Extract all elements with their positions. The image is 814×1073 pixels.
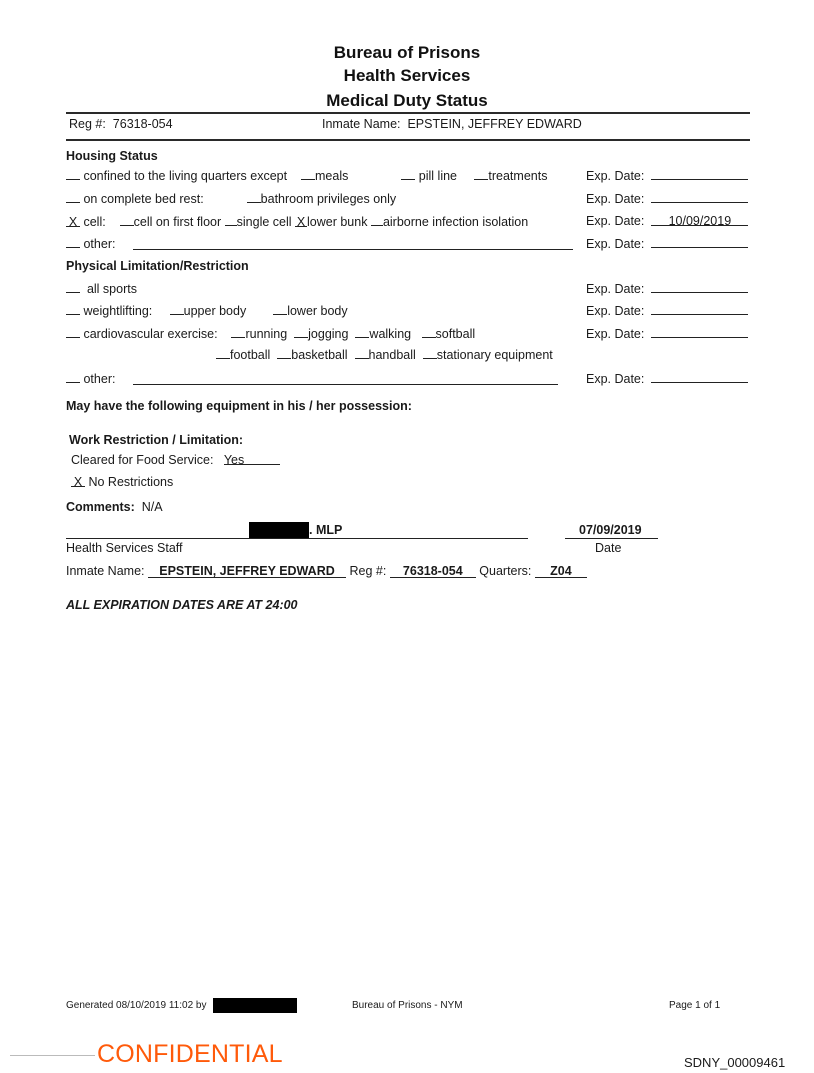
signature-date: 07/09/2019 xyxy=(579,523,642,537)
checkbox-all-sports[interactable] xyxy=(66,281,80,293)
exp-date-label: Exp. Date: xyxy=(586,237,645,251)
exp-date-field[interactable] xyxy=(651,236,748,248)
label-bathroom: bathroom privileges only xyxy=(260,192,397,206)
date-line xyxy=(565,538,658,539)
checkbox-upper-body[interactable] xyxy=(170,303,184,315)
label-lower-body: lower body xyxy=(287,304,348,318)
comments-value: N/A xyxy=(141,500,163,514)
label-bed-rest: on complete bed rest: xyxy=(83,192,204,206)
physical-other-field-line[interactable] xyxy=(133,384,558,385)
label-basketball: basketball xyxy=(291,348,348,362)
page-title: Medical Duty Status xyxy=(326,91,488,110)
food-service-label: Cleared for Food Service: xyxy=(71,453,214,467)
redacted-staff-name xyxy=(249,522,309,538)
checkbox-lower-body[interactable] xyxy=(273,303,287,315)
checkbox-stationary[interactable] xyxy=(423,347,437,359)
checkbox-cardio[interactable] xyxy=(66,326,80,338)
label-confined: confined to the living quarters except xyxy=(83,169,288,183)
physical-row-cardio-cont xyxy=(216,347,553,362)
confidential-stamp: CONFIDENTIAL xyxy=(97,1040,283,1068)
food-service-row xyxy=(71,453,280,467)
exp-date-bed-rest xyxy=(586,191,748,206)
label-running: running xyxy=(245,327,288,341)
label-all-sports: all sports xyxy=(86,282,137,296)
header-bureau: Bureau of Prisons xyxy=(333,43,481,62)
housing-row-confined xyxy=(66,168,547,183)
checkbox-softball[interactable] xyxy=(422,326,436,338)
exp-date-field[interactable] xyxy=(651,303,748,315)
checkbox-running[interactable] xyxy=(231,326,245,338)
reg-number xyxy=(69,117,173,131)
checkbox-weightlifting[interactable] xyxy=(66,303,80,315)
label-first-floor: cell on first floor xyxy=(133,215,222,229)
checkbox-handball[interactable] xyxy=(355,347,369,359)
physical-row-all-sports xyxy=(66,281,137,296)
label-handball: handball xyxy=(368,348,416,362)
exp-date-other xyxy=(586,236,748,251)
checkbox-meals[interactable] xyxy=(301,168,315,180)
footer-center: Bureau of Prisons - NYM xyxy=(352,1000,463,1011)
checkbox-bed-rest[interactable] xyxy=(66,191,80,203)
stamp-line xyxy=(10,1055,95,1056)
exp-date-label: Exp. Date: xyxy=(586,282,645,296)
label-jogging: jogging xyxy=(308,327,349,341)
exp-date-field[interactable] xyxy=(651,281,748,293)
staff-signature-line xyxy=(66,538,528,539)
label-physical-other: other: xyxy=(83,372,116,386)
inmate-name-value: EPSTEIN, JEFFREY EDWARD xyxy=(407,117,582,131)
work-restriction-heading: Work Restriction / Limitation: xyxy=(69,433,244,447)
physical-row-weightlifting xyxy=(66,303,348,318)
checkbox-other[interactable] xyxy=(66,236,80,248)
label-single-cell: single cell xyxy=(236,215,292,229)
inmate-name xyxy=(322,117,582,131)
label-walking: walking xyxy=(369,327,412,341)
checkbox-basketball[interactable] xyxy=(277,347,291,359)
bates-number: SDNY_00009461 xyxy=(684,1055,786,1070)
exp-date-confined xyxy=(586,168,748,183)
checkbox-treatments[interactable] xyxy=(474,168,488,180)
food-service-value[interactable]: Yes xyxy=(224,453,280,465)
divider xyxy=(66,112,750,114)
inmate-name-label: Inmate Name: xyxy=(322,117,401,131)
reg-value: 76318-054 xyxy=(112,117,173,131)
no-restrictions-row xyxy=(71,475,173,489)
date-label: Date xyxy=(595,541,622,555)
exp-date-label: Exp. Date: xyxy=(586,192,645,206)
label-other: other: xyxy=(83,237,116,251)
label-cardio: cardiovascular exercise: xyxy=(83,327,218,341)
summary-reg-label: Reg #: xyxy=(349,564,387,578)
housing-status-heading: Housing Status xyxy=(66,149,158,163)
checkbox-physical-other[interactable] xyxy=(66,371,80,383)
checkbox-cell[interactable]: X xyxy=(66,215,80,227)
summary-reg-value: 76318-054 xyxy=(390,564,476,578)
label-cell: cell: xyxy=(83,215,106,229)
comments-label: Comments: xyxy=(66,500,135,514)
exp-date-weightlifting xyxy=(586,303,748,318)
physical-row-other xyxy=(66,371,115,386)
page-number: Page 1 of 1 xyxy=(669,1000,721,1011)
exp-date-label: Exp. Date: xyxy=(586,327,645,341)
label-no-restrictions: No Restrictions xyxy=(88,475,174,489)
exp-date-label: Exp. Date: xyxy=(586,214,645,228)
label-meals: meals xyxy=(315,169,349,183)
exp-date-field[interactable] xyxy=(651,326,748,338)
equipment-heading: May have the following equipment in his / her possession: xyxy=(66,399,412,413)
exp-date-label: Exp. Date: xyxy=(586,372,645,386)
label-lower-bunk: lower bunk xyxy=(307,215,368,229)
comments-row xyxy=(66,500,163,514)
label-treatments: treatments xyxy=(488,169,548,183)
exp-date-label: Exp. Date: xyxy=(586,304,645,318)
staff-suffix: . MLP xyxy=(309,523,343,537)
redacted-generator xyxy=(213,998,297,1013)
divider xyxy=(66,139,750,141)
header-health-services: Health Services xyxy=(343,66,471,85)
exp-date-physical-other xyxy=(586,371,748,386)
checkbox-bathroom[interactable] xyxy=(247,191,261,203)
checkbox-confined[interactable] xyxy=(66,168,80,180)
checkbox-single-cell[interactable] xyxy=(225,214,237,226)
expiration-notice: ALL EXPIRATION DATES ARE AT 24:00 xyxy=(66,598,298,612)
exp-date-field[interactable] xyxy=(651,191,748,203)
summary-quarters-value: Z04 xyxy=(535,564,587,578)
label-weightlifting: weightlifting: xyxy=(83,304,153,318)
physical-row-cardio xyxy=(66,326,475,341)
exp-date-label: Exp. Date: xyxy=(586,169,645,183)
label-stationary: stationary equipment xyxy=(436,348,553,362)
exp-date-all-sports xyxy=(586,281,748,296)
label-football: football xyxy=(230,348,271,362)
checkbox-pill-line[interactable] xyxy=(401,168,415,180)
checkbox-first-floor[interactable] xyxy=(120,214,134,226)
label-airborne: airborne infection isolation xyxy=(382,215,529,229)
exp-date-field[interactable] xyxy=(651,371,748,383)
housing-row-other xyxy=(66,236,115,251)
checkbox-airborne[interactable] xyxy=(371,214,383,226)
housing-row-cell xyxy=(66,214,528,229)
physical-limitation-heading: Physical Limitation/Restriction xyxy=(66,259,249,273)
reg-label: Reg #: xyxy=(69,117,106,131)
exp-date-cell xyxy=(586,214,748,228)
label-pill-line: pill line xyxy=(418,169,458,183)
summary-name-label: Inmate Name: xyxy=(66,564,145,578)
staff-label: Health Services Staff xyxy=(66,541,183,555)
other-field-line[interactable] xyxy=(133,249,573,250)
label-upper-body: upper body xyxy=(183,304,247,318)
generated-info: Generated 08/10/2019 11:02 by xyxy=(66,1000,207,1011)
summary-quarters-label: Quarters: xyxy=(479,564,532,578)
exp-date-cardio xyxy=(586,326,748,341)
housing-row-bed-rest xyxy=(66,191,396,206)
label-softball: softball xyxy=(435,327,476,341)
summary-name-value: EPSTEIN, JEFFREY EDWARD xyxy=(148,564,346,578)
summary-row xyxy=(66,564,587,578)
checkbox-lower-bunk[interactable]: X xyxy=(296,215,306,229)
exp-date-field[interactable] xyxy=(651,168,748,180)
checkbox-jogging[interactable] xyxy=(294,326,308,338)
checkbox-walking[interactable] xyxy=(355,326,369,338)
exp-date-field[interactable]: 10/09/2019 xyxy=(651,214,748,226)
checkbox-football[interactable] xyxy=(216,347,230,359)
checkbox-no-restrictions[interactable]: X xyxy=(71,475,85,487)
